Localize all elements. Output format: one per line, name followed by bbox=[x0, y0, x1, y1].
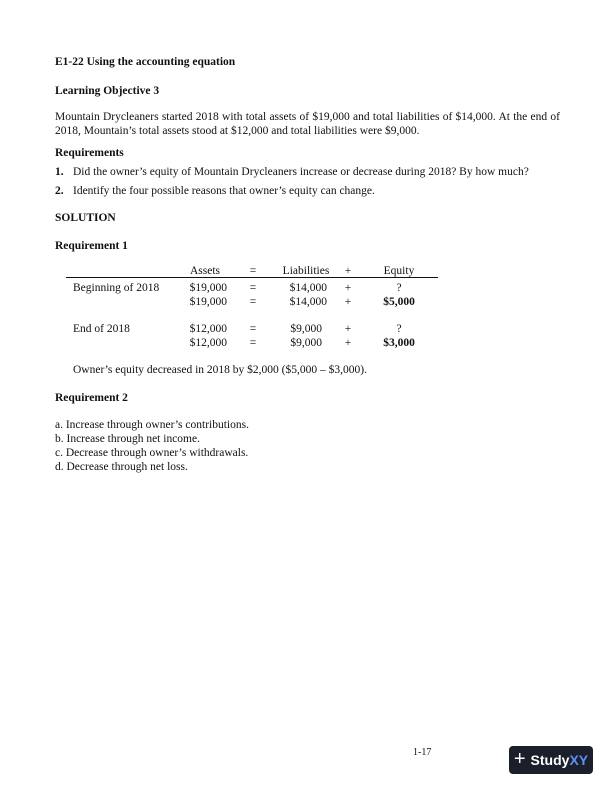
requirement-2-heading: Requirement 2 bbox=[55, 392, 128, 404]
list-item: b. Increase through net income. bbox=[55, 433, 200, 445]
requirement-number: 1. bbox=[55, 166, 64, 178]
brand-text: Study bbox=[530, 752, 570, 768]
cell-liabilities: $14,000 bbox=[289, 282, 327, 294]
header-liabilities: Liabilities bbox=[282, 265, 330, 277]
cell-equals: = bbox=[249, 296, 257, 308]
brand-text-accent: XY bbox=[569, 752, 589, 768]
cell-equals: = bbox=[249, 337, 257, 349]
studyxy-logo[interactable] bbox=[509, 746, 593, 774]
solution-heading: SOLUTION bbox=[55, 212, 116, 224]
cell-equals: = bbox=[249, 282, 257, 294]
cell-equity-result: $5,000 bbox=[383, 296, 415, 308]
header-plus: + bbox=[344, 265, 352, 277]
cell-assets: $19,000 bbox=[189, 282, 227, 294]
cell-assets: $12,000 bbox=[189, 323, 227, 335]
requirements-heading: Requirements bbox=[55, 147, 124, 159]
learning-objective: Learning Objective 3 bbox=[55, 85, 160, 97]
cell-equity: ? bbox=[396, 323, 402, 335]
requirement-number: 2. bbox=[55, 185, 64, 197]
cell-plus: + bbox=[344, 296, 352, 308]
cell-plus: + bbox=[344, 282, 352, 294]
cell-liabilities: $9,000 bbox=[290, 323, 322, 335]
header-equity: Equity bbox=[383, 265, 415, 277]
header-assets: Assets bbox=[189, 265, 221, 277]
page-number: 1-17 bbox=[413, 747, 432, 758]
list-item: d. Decrease through net loss. bbox=[55, 461, 188, 473]
plus-icon: + bbox=[513, 748, 526, 770]
requirement-text: Did the owner’s equity of Mountain Drycleaners increase or decrease during 2018? By how much? bbox=[73, 166, 529, 178]
row-label: Beginning of 2018 bbox=[73, 282, 160, 294]
requirement-text: Identify the four possible reasons that owner’s equity can change. bbox=[73, 185, 375, 197]
cell-plus: + bbox=[344, 323, 352, 335]
exercise-intro: Mountain Drycleaners started 2018 with total assets of $19,000 and total liabilities of $14,000. At the end of 2018, Mountain’s total assets stood at $12,000 and total liabilities were $9,000. bbox=[55, 111, 560, 137]
requirement-1-heading: Requirement 1 bbox=[55, 240, 128, 252]
header-equals: = bbox=[249, 265, 257, 277]
cell-equity-result: $3,000 bbox=[383, 337, 415, 349]
exercise-title: E1-22 Using the accounting equation bbox=[55, 56, 236, 68]
header-rule bbox=[66, 277, 438, 278]
cell-plus: + bbox=[344, 337, 352, 349]
list-item: c. Decrease through owner’s withdrawals. bbox=[55, 447, 249, 459]
cell-liabilities: $9,000 bbox=[290, 337, 322, 349]
cell-equals: = bbox=[249, 323, 257, 335]
cell-assets: $19,000 bbox=[189, 296, 227, 308]
conclusion-text: Owner’s equity decreased in 2018 by $2,000 ($5,000 – $3,000). bbox=[73, 364, 367, 376]
row-label: End of 2018 bbox=[73, 323, 130, 335]
cell-assets: $12,000 bbox=[189, 337, 227, 349]
cell-liabilities: $14,000 bbox=[289, 296, 327, 308]
list-item: a. Increase through owner’s contributions. bbox=[55, 419, 249, 431]
cell-equity: ? bbox=[396, 282, 402, 294]
